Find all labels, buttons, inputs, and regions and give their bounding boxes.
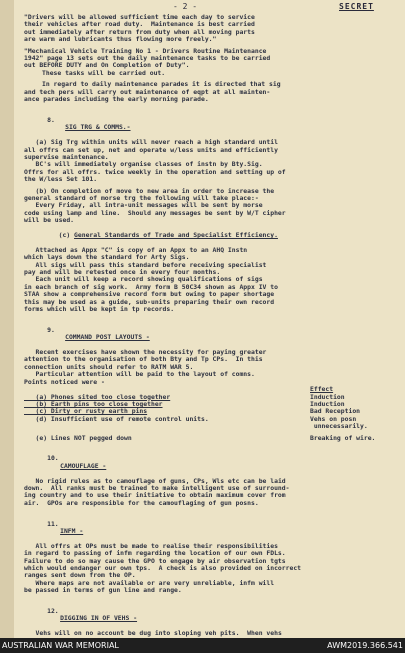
section-title: CAMOUFLAGE - (60, 461, 107, 470)
section-title: DIGGING IN OF VEHS - (60, 614, 138, 623)
paragraph: "Drivers will be allowed sufficient time each day to service their vehicles after road duty. Maintenance is best carried out immediately after return from duty when all moving parts are warm and lubricants thus flowing more freely." (24, 13, 255, 44)
catalogue-id: AWM2019.366.541 (327, 641, 403, 650)
section-heading (24, 109, 390, 139)
section-heading (24, 513, 390, 543)
item-effect: Breaking of wire. (310, 433, 376, 442)
list-item (24, 435, 390, 442)
section-heading (24, 601, 390, 631)
paragraph: BC's will immediately organise classes of instn by Bty.Sig. Offrs for all offrs. twice weekly in the operation and setting up of the W/less Set 101. (24, 160, 286, 184)
subheading-label: (c) (47, 230, 75, 239)
archive-footer (0, 638, 405, 653)
item-effect: Induction (310, 392, 345, 401)
item-text: (e) Lines NOT pegged down (24, 433, 132, 442)
item-text: (a) Phones sited too close together (24, 392, 171, 401)
page-number: - 2 - (173, 2, 198, 11)
paragraph: In regard to daily maintenance parades it is directed that sig and tech pers will carry out maintenance of eqpt at all mainten- ance parades including the early morning parade. (24, 80, 281, 104)
institution-label: AUSTRALIAN WAR MEMORIAL (2, 641, 119, 650)
section-number: 8. (47, 115, 55, 124)
paragraph: (a) Sig Trg within units will never reach a high standard until all offrs can set up, net and operate w/less units and efficiently supervise maintenance. (24, 138, 278, 161)
section-heading (24, 448, 390, 478)
section-title: SIG TRG & COMMS.- (65, 123, 131, 132)
paragraph: Recent exercises have shown the necessity for paying greater attention to the organisation of both Bty and Tp CPs. In this connection units should refer to RATM WAR 5. Particular attention will be paid to the layout of comns. Points noticed were - (24, 348, 267, 386)
document-body (24, 14, 390, 638)
paragraph: Attached as Appx "C" is copy of an Appx to an AHQ Instn which lays down the standard for Arty Sigs. All sigs will pass this standard before receiving specialist pay and will be retested once in every four months. Each unit will keep a record showing qualifications of sigs in each branch of sig work. Army form B 50C34 shown as Appx IV to STAA show a comprehensive record form but owing to paper shortage this may be used as a guide, sub-units preparing their own record forms which will be kept in tp records. (24, 245, 278, 314)
item-text: (c) Dirty or rusty earth pins (24, 407, 148, 416)
paragraph: "Mechanical Vehicle Training No 1 - Drivers Routine Maintenance 1942" page 13 sets out the daily maintenance tasks to be carried out BEFORE DUTY and On Completion of Duty". (24, 46, 271, 70)
paragraph: These tasks will be carried out. (42, 68, 166, 77)
paragraph: Vehs will on no account be dug into sloping veh pits. When vehs (35, 629, 282, 638)
list-item (24, 416, 390, 431)
item-effect: Induction (310, 399, 345, 408)
paragraph: No rigid rules as to camouflage of guns, CPs, Wls etc can be laid down. All ranks must be trained to make intelligent use of surround- ing country and to use their initiative to obtain maximum cover from air. GPOs are responsible for the camouflaging of gun posns. (24, 476, 290, 507)
subheading (24, 225, 390, 247)
item-effect: Bad Reception (310, 407, 361, 416)
item-effect: Vehs on posn unnecessarily. (310, 414, 368, 431)
page-edge (0, 0, 14, 638)
item-text: (d) Insufficient use of remote control units. (24, 414, 209, 423)
paragraph: (b) On completion of move to new area in order to increase the general standard of morse trg the following will take place:- Every Friday, all intra-unit messages will be sent by morse code using lamp and line. Should any messages be sent by W/T cipher will be used. (24, 186, 286, 225)
section-title: INFM - (60, 527, 84, 535)
section-number: 10. (47, 454, 59, 463)
subheading-title: General Standards of Trade and Specialist Efficiency. (74, 230, 278, 239)
classification-stamp: SECRET (339, 2, 374, 11)
section-title: COMMAND POST LAYOUTS - (65, 333, 150, 342)
item-text: (b) Earth pins too close together (24, 399, 163, 408)
effect-header: Effect (310, 385, 334, 394)
section-number: 9. (47, 325, 55, 334)
section-heading (24, 319, 390, 349)
paragraph: All offrs at OPs must be made to realise their responsibilities in regard to passing of infm regarding the location of our own FDLs. Failure to do so may cause the GPO to engage by air observation tgts which would endanger our own tps. A check is also provided on incorrect ranges sent down from the OP. Where maps are not available or are very unreliable, infm will be passed in terms of gun line and range. (24, 541, 302, 595)
section-number: 12. (47, 607, 59, 616)
section-number: 11. (47, 519, 59, 528)
